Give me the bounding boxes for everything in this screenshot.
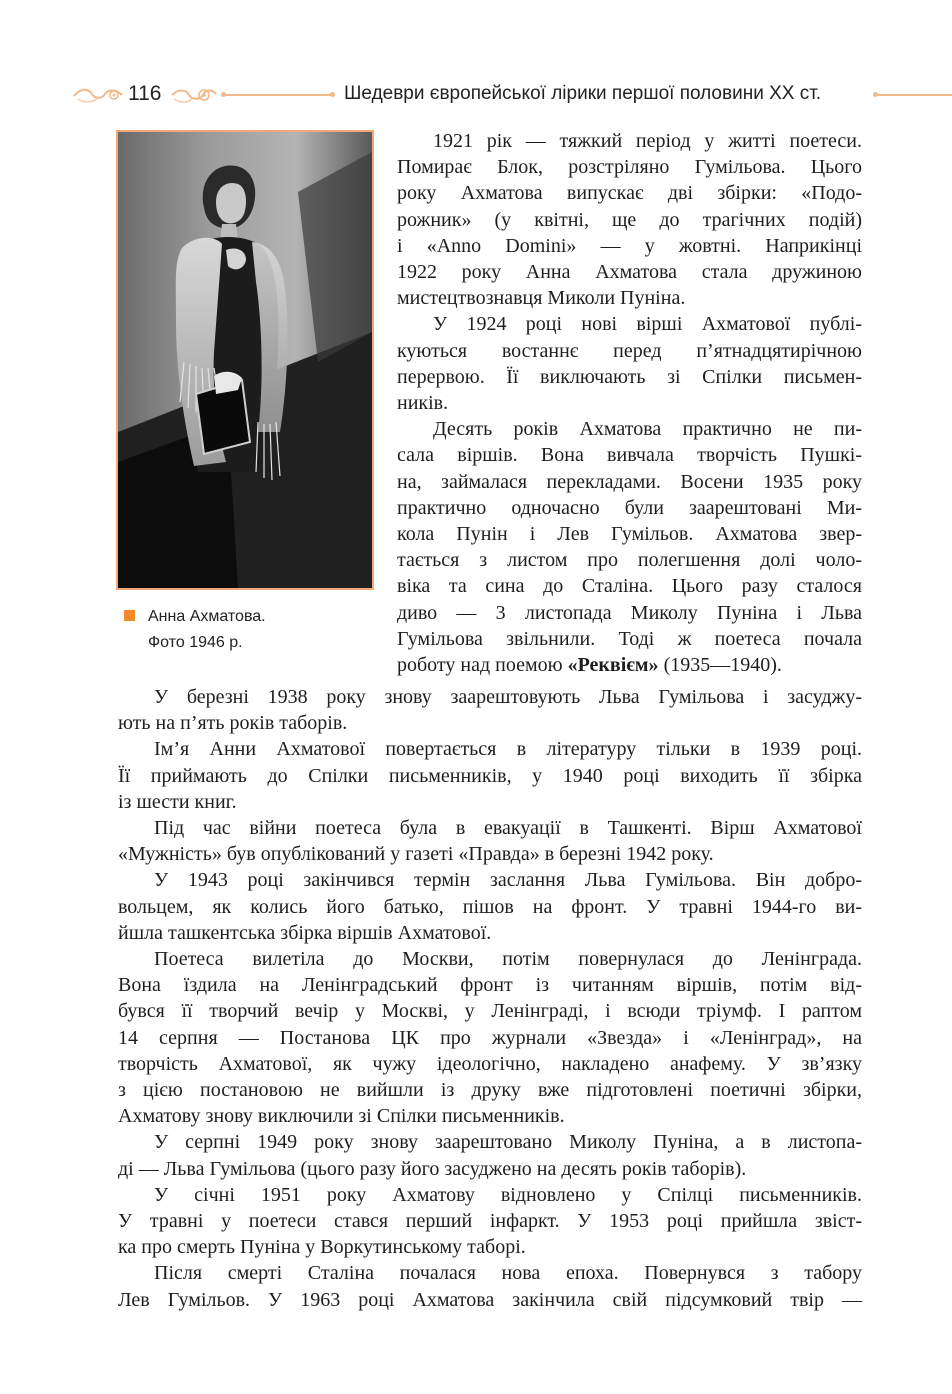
text-line: практично одночасно були заарештовані Ми- — [397, 496, 862, 519]
text-line: Помирає Блок, розстріляно Гумільова. Цього — [397, 156, 862, 179]
text-line: Гумільова звільнили. Тоді ж поетеса почала — [397, 627, 862, 650]
text-line: бувся її творчий вечір у Москві, у Ленінграді, і всюди тріумф. І раптом — [118, 1000, 862, 1023]
ornament-right-icon — [170, 84, 218, 106]
text-line: диво — 3 листопада Миколу Пуніна і Льва — [397, 601, 862, 624]
text-line: кола Пунін і Лев Гумільов. Ахматова звер- — [397, 523, 862, 546]
text-line: У березні 1938 року знову заарештовують Льва Гумільова і засуджу- — [154, 686, 862, 708]
text-line: 14 серпня — Постанова ЦК про журнали «Звезда» і «Ленінград», на — [118, 1026, 862, 1049]
text-line: У серпні 1949 року знову заарештовано Миколу Пуніна, а в листопа- — [154, 1131, 862, 1154]
page-header — [0, 78, 952, 114]
text-line: У 1943 році закінчився термін заслання Льва Гумільова. Він добро- — [154, 869, 862, 892]
text-line: з цією постановою не вийшли із друку вже підготовлені поетичні збірки, — [118, 1079, 862, 1102]
text-line: куються востаннє перед п’ятнадцятирічною — [397, 339, 862, 362]
page-number: 116 — [128, 82, 162, 105]
text-line: вольцем, як колись його батько, пішов на фронт. У травні 1944-го ви- — [118, 895, 862, 918]
portrait-photo — [116, 130, 374, 590]
text-line: із шести книг. — [118, 790, 237, 813]
paragraph — [397, 128, 862, 311]
text-line: і «Anno Domini» — у жовтні. Наприкінці — [397, 234, 862, 257]
text-line: мистецтвознавця Миколи Пуніна. — [397, 287, 686, 310]
text-line: рожник» (у квітні, ще до трагічних подій) — [397, 208, 862, 231]
caption-bullet-icon — [124, 610, 135, 621]
text-line: ді — Льва Гумільова (цього разу його засуджено на десять років таборів). — [118, 1157, 747, 1180]
text-line: тається з листом про полегшення долі чоло- — [397, 549, 862, 572]
right-column-text — [397, 128, 862, 678]
text-fragment: роботу над поемою — [397, 654, 568, 677]
text-line: ють на п’ять років таборів. — [118, 712, 348, 735]
text-line: перервою. Її виключають зі Спілки письмен- — [397, 365, 862, 388]
text-line: У січні 1951 року Ахматову відновлено у Спілці письменників. — [154, 1183, 862, 1206]
header-rule-left — [224, 94, 332, 96]
text-line — [397, 652, 862, 678]
caption-line: Анна Ахматова. — [148, 608, 266, 625]
portrait-image — [118, 132, 372, 588]
section-title: Шедеври європейської лірики першої половини XX ст. — [344, 83, 822, 104]
text-line: року Ахматова випускає дві збірки: «Подо- — [397, 182, 862, 205]
text-line: Лев Гумільов. У 1963 році Ахматова закінчила свій підсумковий твір — — [118, 1288, 862, 1311]
text-line: Її приймають до Спілки письменників, у 1940 році виходить її збірка — [118, 764, 862, 787]
paragraph — [397, 416, 862, 678]
text-line: 1921 рік — тяжкий період у житті поетеси. — [433, 130, 862, 152]
paragraph — [118, 1260, 862, 1312]
photo-caption — [124, 604, 364, 656]
text-line: сала віршів. Вона вивчала творчість Пушкі- — [397, 444, 862, 467]
text-fragment: (1935—1940). — [658, 654, 782, 677]
text-line: «Мужність» був опублікований у газеті «Правда» в березні 1942 року. — [118, 843, 714, 866]
text-line: Поетеса вилетіла до Москви, потім повернулася до Ленінграда. — [154, 948, 862, 971]
text-line: У 1924 році нові вірші Ахматової публі- — [433, 313, 862, 336]
text-line: творчість Ахматової, як чужу ідеологічно, накладено анафему. У зв’язку — [118, 1052, 862, 1075]
text-line: У травні у поетеси стався перший інфаркт. У 1953 році прийшла звіст- — [118, 1210, 862, 1233]
text-line: Вона їздила на Ленінградський фронт із читанням віршів, потім від- — [118, 974, 862, 997]
text-line: віка та сина до Сталіна. Цього разу сталося — [397, 575, 862, 598]
paragraph — [397, 311, 862, 416]
paragraph — [118, 684, 862, 736]
text-line: Під час війни поетеса була в евакуації в Ташкенті. Вірш Ахматової — [154, 817, 862, 840]
paragraph — [118, 1182, 862, 1261]
text-line: Після смерті Сталіна почалася нова епоха. Повернувся з табору — [154, 1262, 862, 1285]
poem-title: «Реквієм» — [567, 654, 659, 677]
paragraph — [118, 946, 862, 1129]
text-line: ників. — [397, 392, 449, 415]
caption-line: Фото 1946 р. — [148, 634, 243, 651]
ornament-left-icon — [72, 84, 124, 106]
text-line: на, займалася перекладами. Восени 1935 року — [397, 470, 862, 493]
paragraph — [118, 815, 862, 867]
text-line: Ім’я Анни Ахматової повертається в літературу тільки в 1939 році. — [154, 738, 862, 761]
text-line: йшла ташкентська збірка віршів Ахматової. — [118, 921, 492, 944]
header-rule-right — [876, 94, 952, 96]
paragraph — [118, 1129, 862, 1181]
text-line: Ахматову знову виключили зі Спілки письменників. — [118, 1105, 565, 1128]
paragraph — [118, 736, 862, 815]
text-line: Десять років Ахматова практично не пи- — [433, 418, 862, 441]
text-line: 1922 року Анна Ахматова стала дружиною — [397, 261, 862, 284]
paragraph — [118, 867, 862, 946]
full-width-text — [118, 684, 862, 1313]
text-line: ка про смерть Пуніна у Воркутинському таборі. — [118, 1236, 526, 1259]
